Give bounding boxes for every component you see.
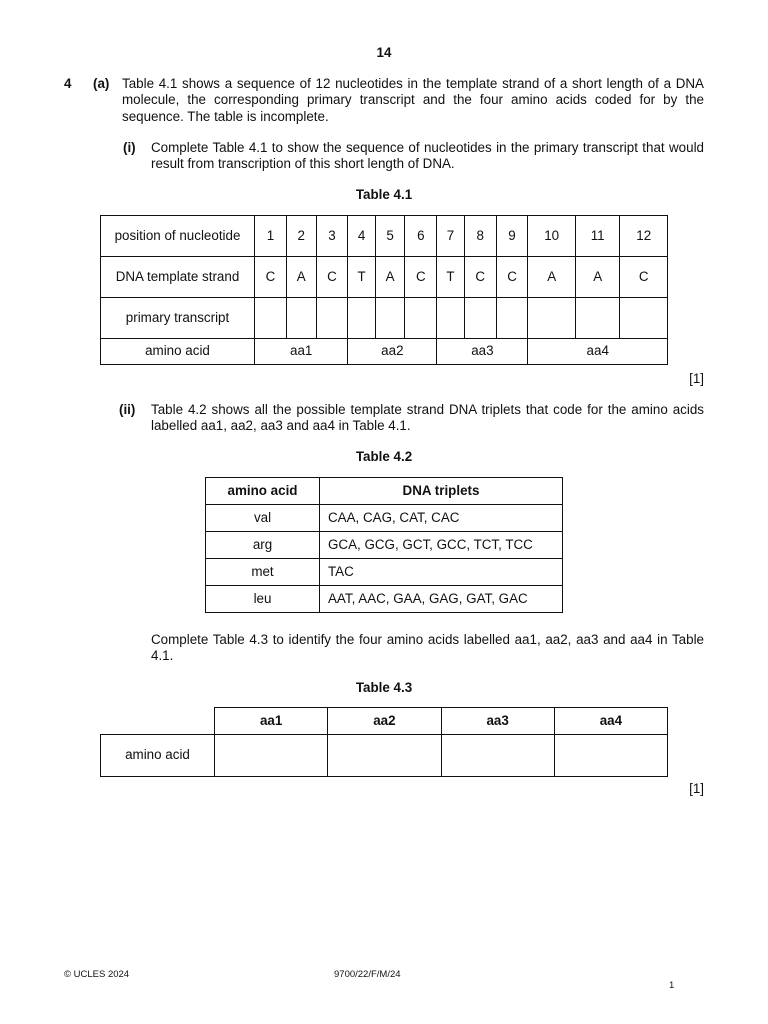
- position-cell: 6: [405, 216, 437, 257]
- table-4-1: [100, 215, 668, 365]
- amino-acid-answer-cell[interactable]: [328, 735, 441, 777]
- table-4-3-instruction: Complete Table 4.3 to identify the four amino acids labelled aa1, aa2, aa3 and aa4 in Table 4.1.: [151, 632, 704, 664]
- position-row: [101, 216, 668, 257]
- row-label: amino acid: [101, 735, 215, 777]
- subpart-ii-label: (ii): [119, 402, 136, 417]
- question-intro: Table 4.1 shows a sequence of 12 nucleotides in the template strand of a short length of a DNA molecule, the corresponding primary transcript and the four amino acids coded for by the sequence. The table is incomplete.: [122, 76, 704, 124]
- question-number: 4: [64, 76, 72, 91]
- dna-triplets: GCA, GCG, GCT, GCC, TCT, TCC: [320, 532, 563, 559]
- nucleotide-cell: T: [348, 257, 375, 298]
- table-4-3: [100, 707, 668, 777]
- nucleotide-cell: A: [528, 257, 575, 298]
- column-header: aa4: [554, 708, 667, 735]
- subpart-ii-text: Table 4.2 shows all the possible template strand DNA triplets that code for the amino acids labelled aa1, aa2, aa3 and aa4 in Table 4.1.: [151, 402, 704, 434]
- footer-sheet-number: 1: [669, 980, 675, 991]
- amino-acid-cell: aa3: [437, 339, 528, 365]
- row-label: position of nucleotide: [101, 216, 255, 257]
- position-cell: 5: [375, 216, 405, 257]
- nucleotide-cell: C: [464, 257, 496, 298]
- amino-acid-answer-cell[interactable]: [554, 735, 667, 777]
- position-cell: 2: [286, 216, 316, 257]
- position-cell: 8: [464, 216, 496, 257]
- row-label: primary transcript: [101, 298, 255, 339]
- nucleotide-cell: C: [316, 257, 348, 298]
- column-header: aa1: [215, 708, 328, 735]
- dna-triplets: TAC: [320, 559, 563, 586]
- table-4-2: [205, 477, 563, 613]
- amino-acid-row: [101, 339, 668, 365]
- position-cell: 3: [316, 216, 348, 257]
- table-4-1-caption: Table 4.1: [355, 187, 413, 202]
- amino-acid-name: leu: [206, 586, 320, 613]
- empty-corner-cell: [101, 708, 215, 735]
- nucleotide-cell: A: [375, 257, 405, 298]
- column-header: aa2: [328, 708, 441, 735]
- transcript-answer-cell[interactable]: [496, 298, 528, 339]
- amino-acid-answer-cell[interactable]: [441, 735, 554, 777]
- table-row: [101, 735, 668, 777]
- position-cell: 1: [255, 216, 287, 257]
- footer-copyright: © UCLES 2024: [64, 969, 130, 980]
- amino-acid-answer-cell[interactable]: [215, 735, 328, 777]
- transcript-answer-cell[interactable]: [348, 298, 375, 339]
- amino-acid-name: val: [206, 505, 320, 532]
- transcript-answer-cell[interactable]: [405, 298, 437, 339]
- amino-acid-name: arg: [206, 532, 320, 559]
- table-row: [206, 559, 563, 586]
- transcript-answer-cell[interactable]: [528, 298, 575, 339]
- column-header: DNA triplets: [320, 478, 563, 505]
- table-row: [206, 532, 563, 559]
- table-row: [206, 505, 563, 532]
- transcript-answer-cell[interactable]: [575, 298, 620, 339]
- column-header: amino acid: [206, 478, 320, 505]
- page-number: 14: [376, 45, 392, 60]
- amino-acid-cell: aa4: [528, 339, 668, 365]
- footer-paper-code: 9700/22/F/M/24: [334, 969, 401, 980]
- position-cell: 9: [496, 216, 528, 257]
- mark-allocation: [1]: [689, 371, 704, 386]
- transcript-answer-cell[interactable]: [464, 298, 496, 339]
- table-header-row: [206, 478, 563, 505]
- position-cell: 4: [348, 216, 375, 257]
- column-header: aa3: [441, 708, 554, 735]
- transcript-answer-cell[interactable]: [620, 298, 668, 339]
- dna-triplets: AAT, AAC, GAA, GAG, GAT, GAC: [320, 586, 563, 613]
- nucleotide-cell: T: [437, 257, 464, 298]
- nucleotide-cell: C: [620, 257, 668, 298]
- amino-acid-cell: aa1: [255, 339, 348, 365]
- table-row: [206, 586, 563, 613]
- part-label: (a): [93, 76, 110, 91]
- amino-acid-name: met: [206, 559, 320, 586]
- amino-acid-cell: aa2: [348, 339, 437, 365]
- nucleotide-cell: C: [405, 257, 437, 298]
- table-4-2-caption: Table 4.2: [355, 449, 413, 464]
- nucleotide-cell: A: [286, 257, 316, 298]
- nucleotide-cell: C: [255, 257, 287, 298]
- subpart-i-label: (i): [123, 140, 136, 155]
- transcript-answer-cell[interactable]: [286, 298, 316, 339]
- row-label: amino acid: [101, 339, 255, 365]
- transcript-row: [101, 298, 668, 339]
- row-label: DNA template strand: [101, 257, 255, 298]
- template-row: [101, 257, 668, 298]
- subpart-i-text: Complete Table 4.1 to show the sequence of nucleotides in the primary transcript that would result from transcription of this short length of DNA.: [151, 140, 704, 172]
- nucleotide-cell: C: [496, 257, 528, 298]
- mark-allocation: [1]: [689, 781, 704, 796]
- position-cell: 12: [620, 216, 668, 257]
- transcript-answer-cell[interactable]: [255, 298, 287, 339]
- position-cell: 7: [437, 216, 464, 257]
- dna-triplets: CAA, CAG, CAT, CAC: [320, 505, 563, 532]
- transcript-answer-cell[interactable]: [375, 298, 405, 339]
- table-4-3-caption: Table 4.3: [355, 680, 413, 695]
- position-cell: 10: [528, 216, 575, 257]
- position-cell: 11: [575, 216, 620, 257]
- table-header-row: [101, 708, 668, 735]
- transcript-answer-cell[interactable]: [316, 298, 348, 339]
- transcript-answer-cell[interactable]: [437, 298, 464, 339]
- nucleotide-cell: A: [575, 257, 620, 298]
